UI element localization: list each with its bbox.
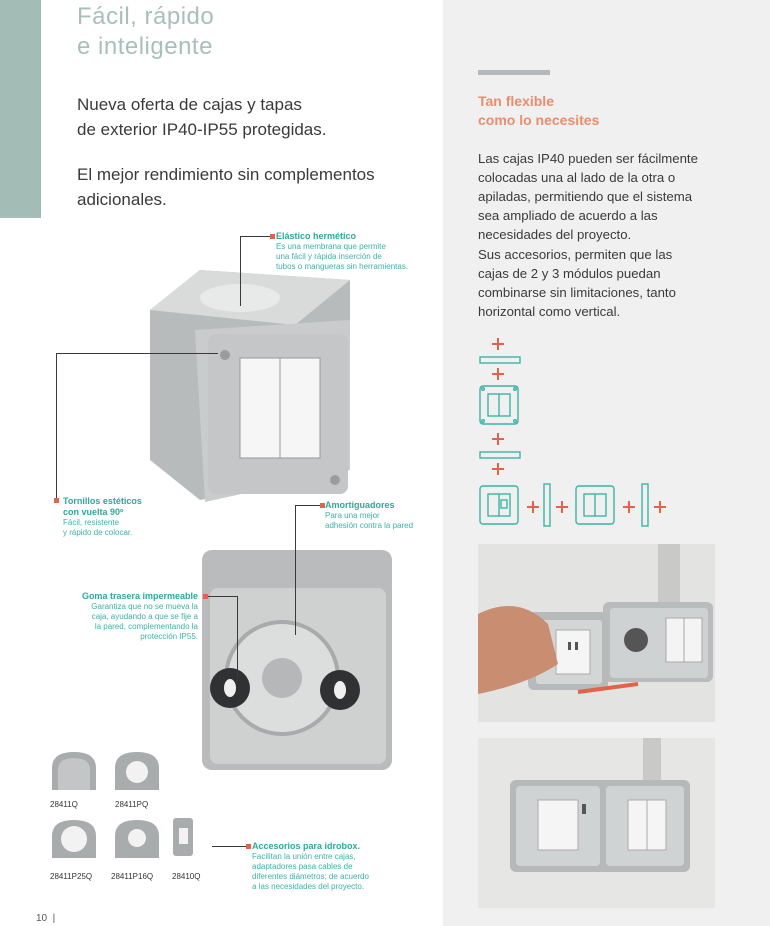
callout-line [240,236,272,237]
callout-title: Amortiguadores [325,500,395,510]
lead-paragraph-2 [77,162,417,212]
callout-marker [246,844,251,849]
paragraph-line: combinarse sin limitaciones, tanto [478,285,676,300]
lead-text: de exterior IP40-IP55 protegidas. [77,120,327,139]
callout-line [240,236,241,306]
callout-desc: Es una membrana que permite [276,242,386,251]
callout-title: con vuelta 90º [63,507,124,517]
accent-bar [0,0,41,218]
part-code: 28411P16Q [111,872,154,881]
callout-accesorios [252,841,369,892]
callout-elastico [276,231,408,272]
callout-marker [270,234,275,239]
product-box-front [140,240,370,510]
section-rule [478,70,550,75]
callout-desc: caja, ayudando a que se fije a [91,612,198,621]
photo-boxes-assembled [478,738,715,908]
photo-boxes-joining [478,544,715,722]
callout-line [295,505,296,635]
paragraph-line: horizontal como vertical. [478,304,621,319]
callout-desc: protección IP55. [140,632,198,641]
callout-marker [54,498,59,503]
part-code: 28411P25Q [50,872,93,881]
paragraph-line: cajas de 2 y 3 módulos puedan [478,266,661,281]
callout-desc: diferentes diámetros; de acuerdo [252,872,369,881]
callout-amortiguadores [325,500,413,531]
callout-desc: adhesión contra la pared [325,521,414,530]
callout-desc: Garantiza que no se mueva la [91,602,198,611]
accessory-part-28411PQ [113,750,163,795]
product-box-back [200,548,400,778]
callout-title: Tornillos estéticos [63,496,142,506]
page-title [77,2,214,62]
part-code: 28411Q [50,800,78,809]
paragraph-line: sea ampliado de acuerdo a las [478,208,658,223]
paragraph-line: colocadas una al lado de la otra o [478,170,676,185]
part-code: 28411PQ [115,800,149,809]
combination-diagram [470,330,670,530]
callout-title: Accesorios para idrobox. [252,841,361,851]
callout-title: Elástico hermético [276,231,357,241]
lead-text: El mejor rendimiento sin complementos [77,165,375,184]
lead-paragraph-1 [77,92,417,142]
callout-tornillos [63,496,142,538]
page-number-value: 10 [36,913,48,924]
callout-line [205,596,237,597]
callout-desc: adaptadores pasa cables de [252,862,353,871]
callout-desc: Facilitan la unión entre cajas, [252,852,356,861]
callout-desc: la pared, complementando la [94,622,198,631]
paragraph-line: Las cajas IP40 pueden ser fácilmente [478,151,698,166]
right-paragraph-1 [478,149,733,244]
callout-desc: tubos o mangueras sin herramientas. [276,262,409,271]
callout-line [56,353,218,354]
paragraph-line: necesidades del proyecto. [478,227,632,242]
paragraph-line: Sus accesorios, permiten que las [478,247,673,262]
right-paragraph-2 [478,245,733,321]
callout-line [56,353,57,501]
callout-line [212,846,248,847]
accessory-part-28411Q [50,750,100,795]
callout-line [237,596,238,681]
title-line-1: Fácil, rápido [77,3,215,30]
title-line-2: e inteligente [77,33,213,60]
callout-desc: una fácil y rápida inserción de [276,252,382,261]
callout-desc: y rápido de colocar. [63,528,133,537]
lead-text: adicionales. [77,190,167,209]
callout-line [295,505,323,506]
section-heading [478,92,678,130]
section-heading-line: como lo necesites [478,112,600,128]
page-number: 10 | [36,913,56,924]
callout-goma [40,591,198,642]
lead-text: Nueva oferta de cajas y tapas [77,95,302,114]
part-code: 28410Q [172,872,201,881]
paragraph-line: apiladas, permitiendo que el sistema [478,189,693,204]
callout-title: Goma trasera impermeable [81,591,198,601]
accessory-part-28411P25Q [50,818,100,863]
callout-desc: Para una mejor [325,511,380,520]
accessory-part-28410Q [170,816,200,861]
callout-marker [203,594,208,599]
section-heading-line: Tan flexible [478,93,554,109]
accessory-part-28411P16Q [113,818,163,863]
callout-desc: a las necesidades del proyecto. [252,882,365,891]
callout-desc: Fácil, resistente [63,518,120,527]
